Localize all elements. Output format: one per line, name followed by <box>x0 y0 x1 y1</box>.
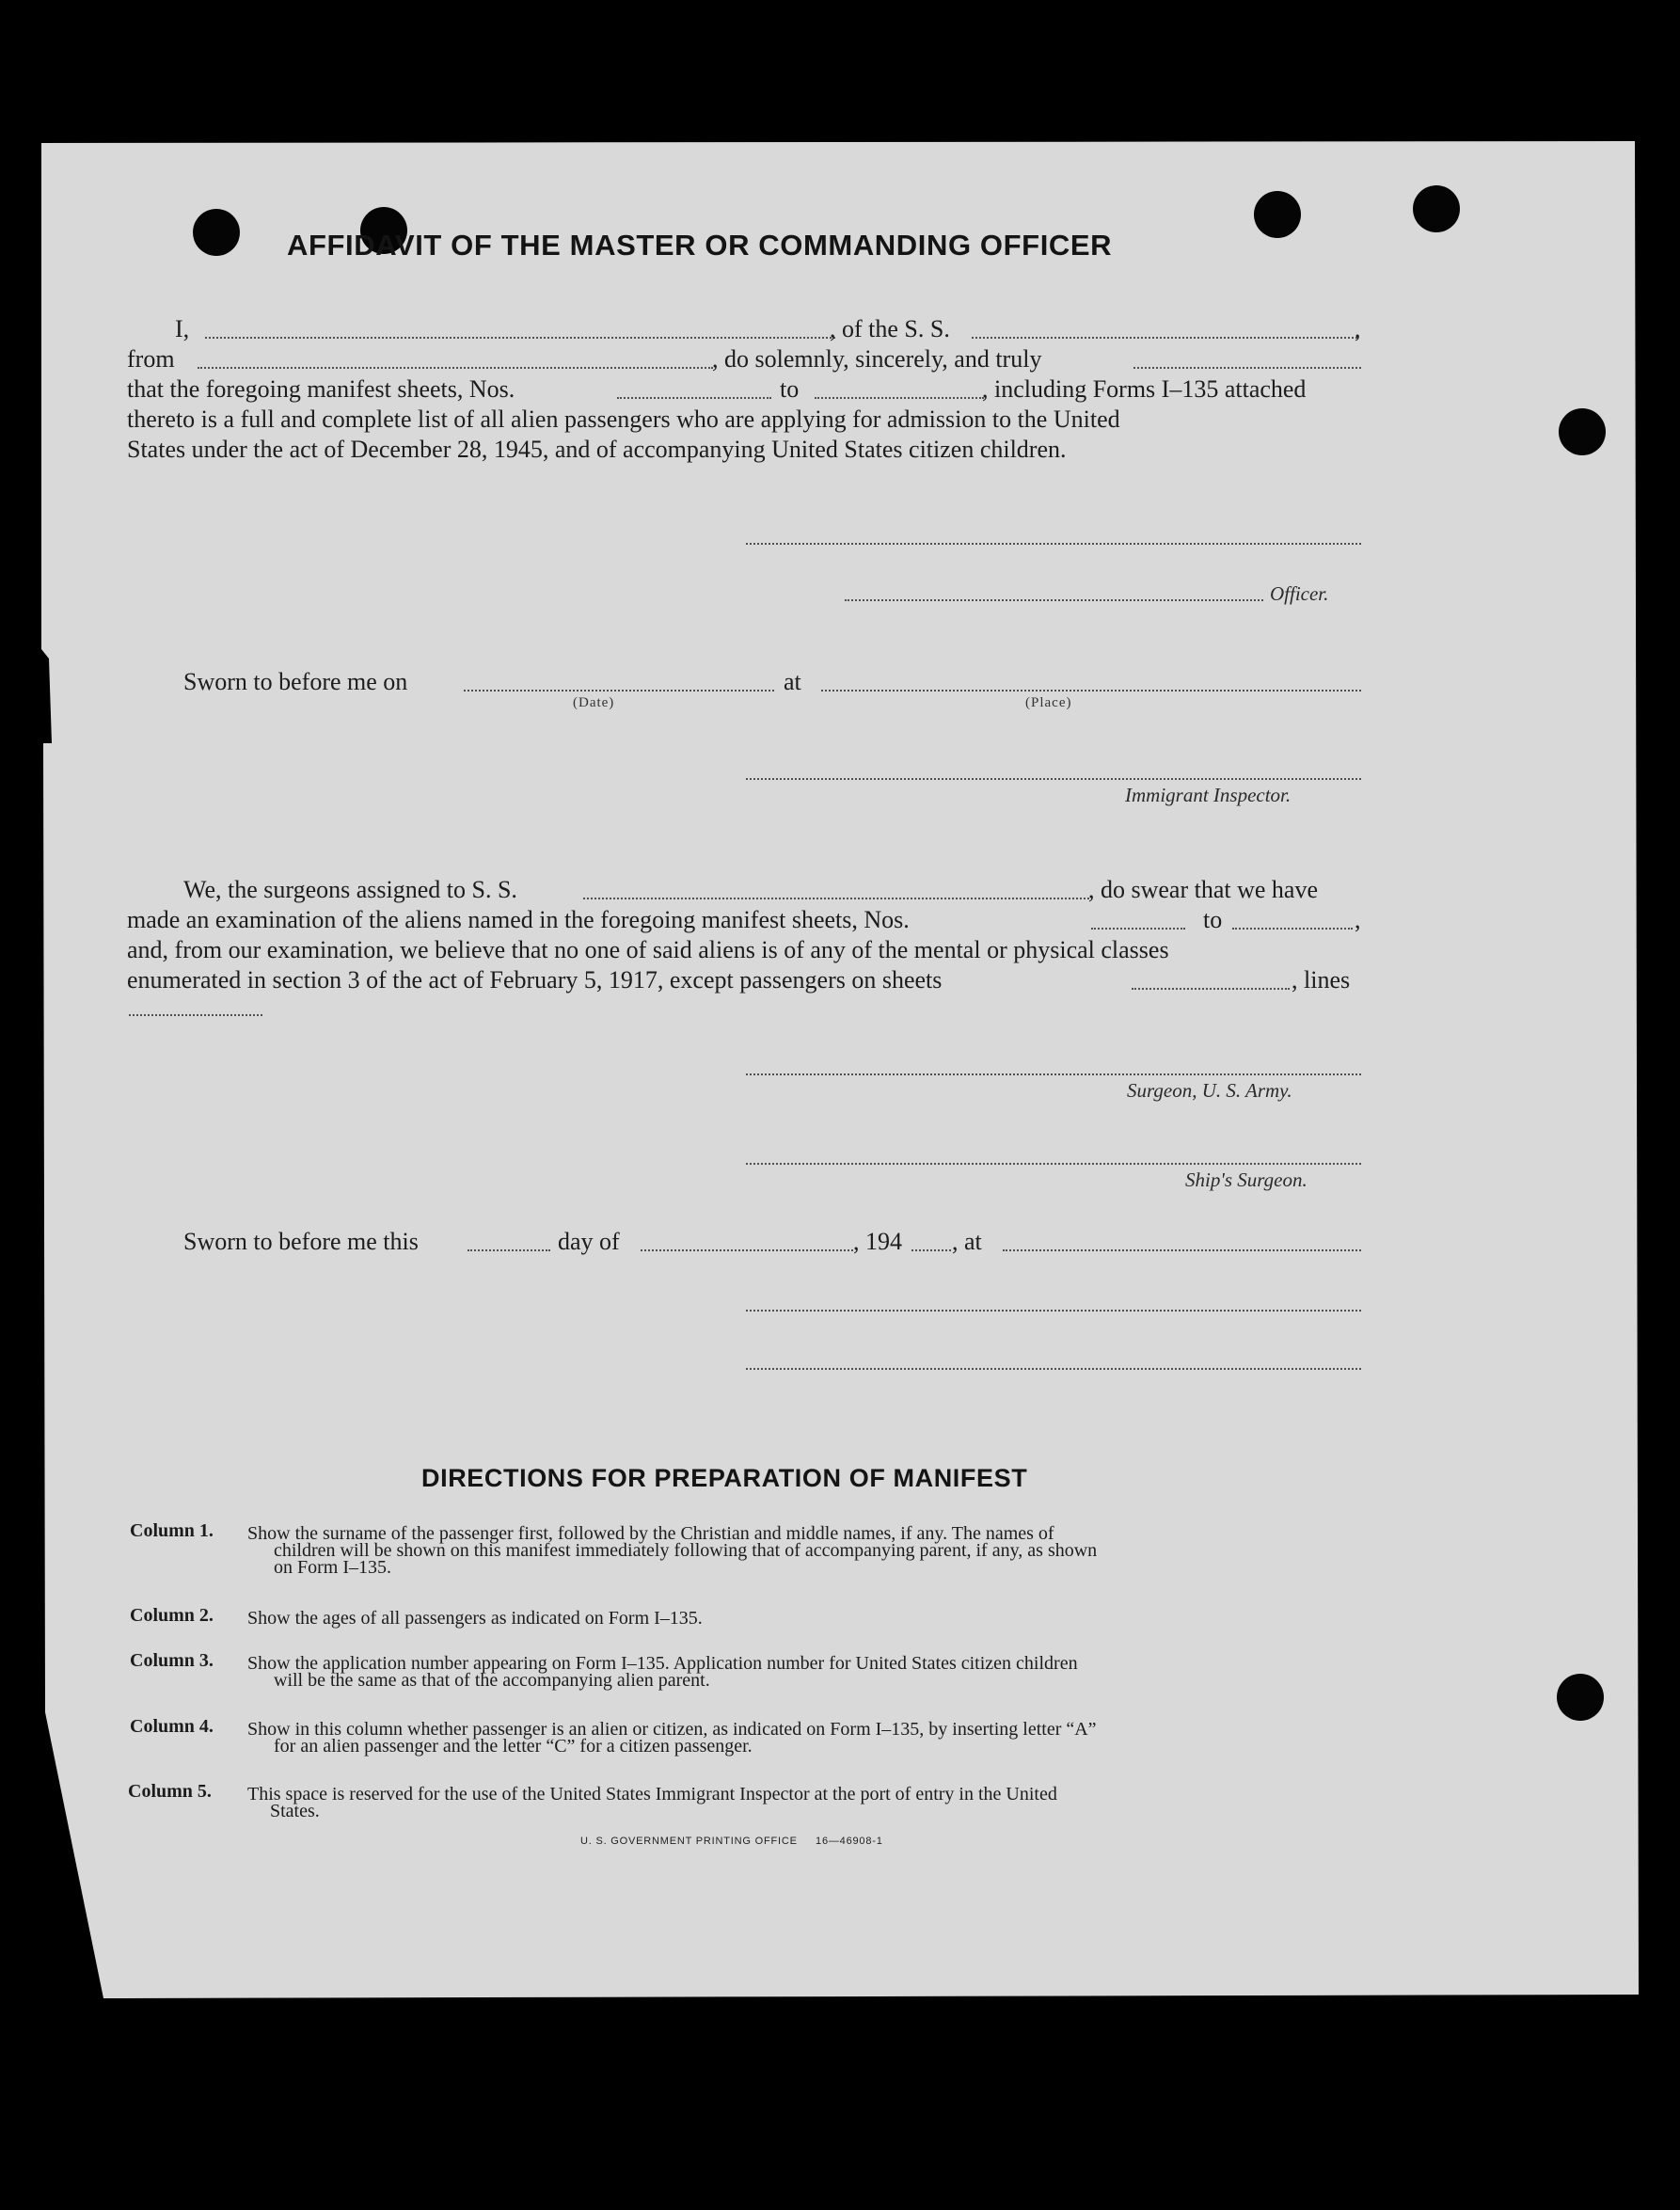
affidavit-line-3-to: to <box>780 375 800 403</box>
punch-hole-left <box>193 209 240 256</box>
oath-field[interactable] <box>1133 367 1361 369</box>
sworn-line-2-day-of: day of <box>558 1228 620 1255</box>
army-surgeon-signature-line[interactable] <box>746 1073 1361 1075</box>
sworn-place-field[interactable] <box>821 690 1361 692</box>
sworn-line-2-at: , at <box>952 1228 982 1255</box>
inspector-label: Immigrant Inspector. <box>1125 784 1292 806</box>
affidavit-line-3-start: that the foregoing manifest sheets, Nos. <box>127 375 515 403</box>
army-surgeon-label: Surgeon, U. S. Army. <box>1127 1079 1292 1102</box>
signature-line-4[interactable] <box>746 1368 1361 1370</box>
sworn-day-field[interactable] <box>468 1249 550 1251</box>
sworn-place-2-field[interactable] <box>1003 1249 1361 1251</box>
surgeons-line-4-start: enumerated in section 3 of the act of February 5, 1917, except passengers on sheets <box>127 966 943 994</box>
surgeons-line-2-end: , <box>1355 906 1361 933</box>
printing-office-imprint: U. S. GOVERNMENT PRINTING OFFICE 16—46908-1 <box>580 1836 883 1847</box>
ship-surgeon-label: Ship's Surgeon. <box>1185 1169 1308 1191</box>
except-sheets-field[interactable] <box>1132 988 1290 990</box>
affidavit-line-2-oath: , do solemnly, sincerely, and truly <box>712 345 1042 373</box>
affidavit-line-4: thereto is a full and complete list of all alien passengers who are applying for admission to the United <box>127 405 1120 433</box>
date-caption: (Date) <box>573 695 615 710</box>
affidavit-line-1-start: I, <box>175 315 190 342</box>
ship-name-field[interactable] <box>972 337 1357 339</box>
officer-signature-line-2[interactable] <box>845 599 1263 601</box>
punch-hole-top-right-2 <box>1413 185 1460 232</box>
sworn-line-1-start: Sworn to before me on <box>183 668 408 695</box>
column-2-label: Column 2. <box>130 1605 214 1626</box>
column-2-text: Show the ages of all passengers as indicated on Form I–135. <box>247 1608 703 1629</box>
master-name-field[interactable] <box>205 337 835 339</box>
place-caption: (Place) <box>1025 695 1072 710</box>
sworn-date-field[interactable] <box>464 690 774 692</box>
sworn-year-field[interactable] <box>911 1249 951 1251</box>
sworn-month-field[interactable] <box>641 1249 853 1251</box>
punch-hole-top-right-1 <box>1254 191 1301 238</box>
column-4-label: Column 4. <box>130 1716 214 1737</box>
column-5-text: This space is reserved for the use of the United States Immigrant Inspector at the port of entry in the United States. <box>247 1784 1057 1821</box>
signature-line-3[interactable] <box>746 1310 1361 1312</box>
surgeons-line-2-to: to <box>1203 906 1223 933</box>
column-3-label: Column 3. <box>130 1650 214 1671</box>
column-5-label: Column 5. <box>128 1781 212 1802</box>
affidavit-line-5: States under the act of December 28, 1945, and of accompanying United States citizen children. <box>127 436 1067 463</box>
surgeons-line-1-start: We, the surgeons assigned to S. S. <box>183 876 517 903</box>
column-1-text: Show the surname of the passenger first, followed by the Christian and middle names, if any. The names of children will be shown on this manifest immediately following that of accompanying parent, if any, as shown on Form I–135. <box>247 1523 1098 1578</box>
column-4-text: Show in this column whether passenger is an alien or citizen, as indicated on Form I–135, by inserting letter “A” for an alien passenger and the letter “C” for a citizen passenger. <box>247 1719 1097 1757</box>
surgeons-line-2-start: made an examination of the aliens named in the foregoing manifest sheets, Nos. <box>127 906 910 933</box>
inspector-signature-line[interactable] <box>746 778 1361 780</box>
surgeons-line-3: and, from our examination, we believe that no one of said aliens is of any of the mental or physical classes <box>127 936 1169 963</box>
sheets-from-field[interactable] <box>617 397 771 399</box>
sworn-line-2-year: , 194 <box>853 1228 902 1255</box>
officer-label: Officer. <box>1270 582 1329 605</box>
surgeons-sheets-to-field[interactable] <box>1232 928 1353 930</box>
page-title: AFFIDAVIT OF THE MASTER OR COMMANDING OFFICER <box>287 229 1113 262</box>
sworn-line-1-at: at <box>784 668 801 695</box>
affidavit-line-2-start: from <box>127 345 175 373</box>
punch-hole-right-upper <box>1559 408 1606 455</box>
surgeons-line-4-end: , lines <box>1292 966 1351 994</box>
from-port-field[interactable] <box>198 367 713 369</box>
directions-heading: DIRECTIONS FOR PREPARATION OF MANIFEST <box>421 1464 1028 1492</box>
surgeons-line-1-end: , do swear that we have <box>1088 876 1319 903</box>
punch-hole-right-lower <box>1557 1674 1604 1721</box>
column-3-text: Show the application number appearing on Form I–135. Application number for United States citizen children will be the same as that of the accompanying alien parent. <box>247 1653 1078 1691</box>
lines-field[interactable] <box>129 1014 262 1016</box>
surgeons-ship-field[interactable] <box>583 898 1089 899</box>
ship-surgeon-signature-line[interactable] <box>746 1163 1361 1165</box>
affidavit-line-1-end: , <box>1355 315 1361 342</box>
sworn-line-2-start: Sworn to before me this <box>183 1228 419 1255</box>
affidavit-line-1-ship: , of the S. S. <box>830 315 950 342</box>
affidavit-line-3-end: , including Forms I–135 attached <box>982 375 1307 403</box>
officer-signature-line-1[interactable] <box>746 543 1361 545</box>
column-1-label: Column 1. <box>130 1520 214 1541</box>
surgeons-sheets-from-field[interactable] <box>1091 928 1185 930</box>
sheets-to-field[interactable] <box>815 397 984 399</box>
